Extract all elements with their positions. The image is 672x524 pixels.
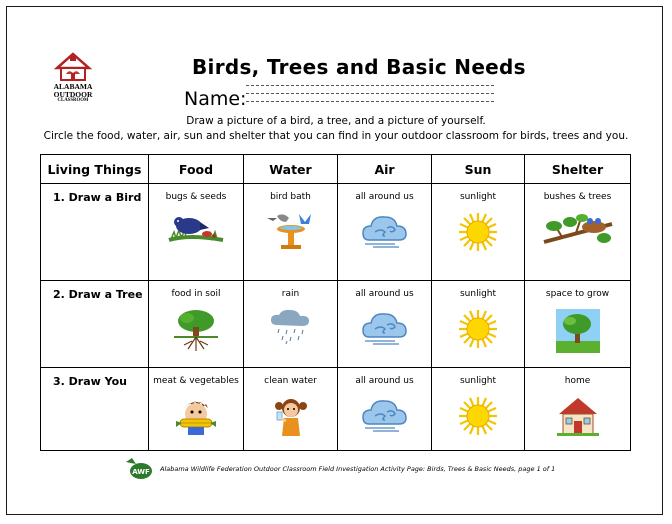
name-line-1[interactable] [246,85,494,86]
footer-text: Alabama Wildlife Federation Outdoor Classroom Field Investigation Activity Page: Birds, Trees & Basic Needs, page 1 of 1 [160,465,556,473]
row-label: 3. Draw You [53,375,127,388]
nest-branch-icon [542,212,614,246]
table-cell[interactable] [244,184,338,281]
table-cell[interactable] [525,184,631,281]
page-title: Birds, Trees and Basic Needs [192,55,526,79]
bird-eating-icon [167,212,225,246]
cell-label: meat & vegetables [153,376,239,386]
cell-label: sunlight [459,376,497,386]
table-cell[interactable] [338,368,432,451]
logo-text-outdoor: OUTDOOR [53,90,93,99]
table-cell[interactable] [149,281,244,368]
alabama-outdoor-classroom-logo [48,52,98,106]
cell-label: home [564,376,591,386]
awf-logo-text: AWF [132,468,150,476]
header-food: Food [149,155,244,184]
cell-label: sunlight [459,192,497,202]
table-cell[interactable] [244,281,338,368]
sun-icon [458,309,498,349]
instruction-line-1: Draw a picture of a bird, a tree, and a picture of yourself. [186,115,486,127]
cell-label: clean water [264,376,317,386]
cell-label: all around us [355,192,414,202]
draw-tree-cell[interactable] [41,281,149,368]
tree-landscape-icon [556,309,600,353]
cell-label: all around us [355,376,414,386]
table-cell[interactable] [432,184,525,281]
cloud-wind-icon [361,309,409,345]
draw-bird-cell[interactable] [41,184,149,281]
cell-label: all around us [355,289,414,299]
header-living-things: Living Things [41,155,149,184]
table-cell[interactable] [525,281,631,368]
cell-label: bird bath [270,192,311,202]
logo-text-classroom: CLASSROOM [57,98,89,103]
tree-roots-icon [172,309,220,353]
header-air: Air [338,155,432,184]
header-shelter: Shelter [525,155,631,184]
cell-label: space to grow [545,289,610,299]
sun-icon [458,396,498,436]
schoolhouse-icon [54,52,92,82]
table-cell[interactable] [525,368,631,451]
cloud-wind-icon [361,396,409,432]
table-cell[interactable] [338,281,432,368]
bird-bath-icon [263,212,319,252]
table-row-tree [41,281,631,368]
boy-eating-corn-icon [174,396,218,436]
logo-text-alabama: ALABAMA [53,82,93,91]
table-header-row [41,155,631,184]
basic-needs-table [40,154,631,451]
draw-you-cell[interactable] [41,368,149,451]
awf-logo-icon [124,458,154,480]
cell-label: bugs & seeds [165,192,227,202]
table-cell[interactable] [432,281,525,368]
row-label: 2. Draw a Tree [53,288,143,301]
table-row-you [41,368,631,451]
girl-drinking-icon [273,396,309,438]
table-cell[interactable] [244,368,338,451]
instruction-line-2: Circle the food, water, air, sun and shelter that you can find in your outdoor classroom for birds, trees and you. [43,130,629,142]
table-cell[interactable] [338,184,432,281]
cell-label: food in soil [171,289,221,299]
table-cell[interactable] [149,184,244,281]
rain-cloud-icon [269,309,313,345]
cloud-wind-icon [361,212,409,248]
name-line-2[interactable] [246,93,494,94]
house-icon [557,396,599,436]
cell-label: rain [281,289,300,299]
cell-label: bushes & trees [543,192,612,202]
table-cell[interactable] [432,368,525,451]
row-label: 1. Draw a Bird [53,191,142,204]
header-sun: Sun [432,155,525,184]
name-label: Name: [184,88,247,110]
table-cell[interactable] [149,368,244,451]
header-water: Water [244,155,338,184]
name-line-3[interactable] [246,101,494,102]
cell-label: sunlight [459,289,497,299]
table-row-bird [41,184,631,281]
sun-icon [458,212,498,252]
